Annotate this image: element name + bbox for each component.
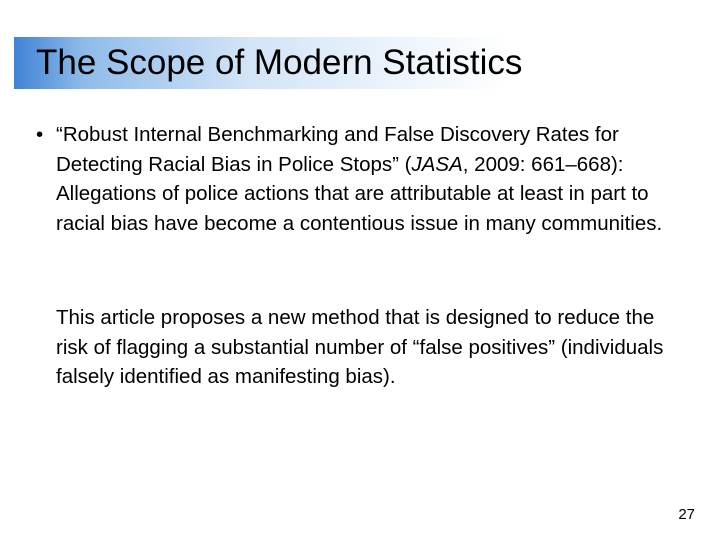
- bullet-marker: •: [36, 123, 44, 146]
- bullet-point: [36, 120, 666, 238]
- bullet-text-continued: , 2009: 661–668): Allegations of police actions that are attributable at least in part to racial bias have become a contentious issue in many communities.: [56, 152, 663, 235]
- body-paragraph: This article proposes a new method that is designed to reduce the risk of flagging a substantial number of “false positives” (individuals falsely identified as manifesting bias).: [56, 306, 664, 388]
- bullet-text: “Robust Internal Benchmarking and False Discovery Rates for Detecting Racial Bias in Police Stops” (: [56, 123, 619, 176]
- slide-title: The Scope of Modern Statistics: [36, 43, 523, 82]
- page-number: 27: [678, 506, 695, 523]
- journal-name: JASA: [411, 152, 463, 176]
